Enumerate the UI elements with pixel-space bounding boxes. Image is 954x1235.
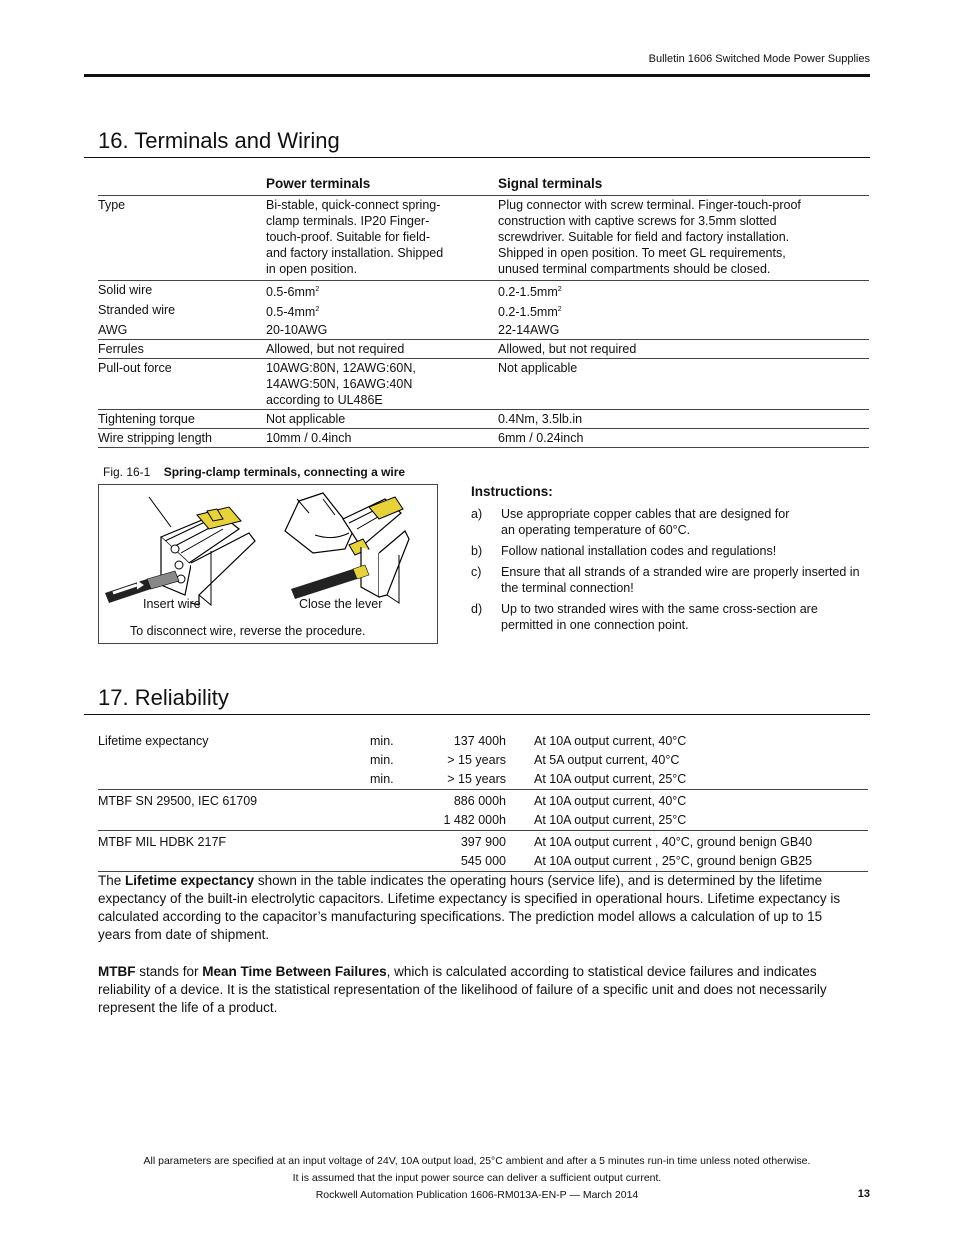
instruction-label: d) [471, 602, 483, 616]
row-label: Pull-out force [98, 361, 172, 376]
reliability-qualifier: min. [370, 753, 394, 767]
cell-line: 10AWG:80N, 12AWG:60N, [266, 361, 416, 376]
reliability-value: > 15 years [447, 772, 506, 786]
reliability-label [98, 811, 370, 831]
figure-box [98, 484, 438, 644]
cell-text: 10mm / 0.4inch [266, 431, 352, 446]
instruction-label: c) [471, 565, 482, 579]
cell-text: 0.5-4mm [266, 305, 316, 320]
cell-text: 0.2-1.5mm [498, 285, 558, 300]
section-16-rule [84, 157, 870, 158]
cell-text: 20-10AWG [266, 323, 328, 338]
instructions-title: Instructions: [471, 484, 553, 499]
cell-text: Allowed, but not required [266, 342, 405, 357]
reliability-condition: At 10A output current , 25°C, ground benign GB25 [534, 854, 813, 868]
signal-value [498, 429, 869, 448]
cell-line: Plug connector with screw terminal. Finger-touch-proof [498, 198, 801, 212]
power-value [266, 410, 498, 429]
insert-wire-label: Insert wire [143, 597, 201, 611]
terminals-row [98, 301, 869, 321]
reliability-row [98, 732, 868, 751]
para2-text-post: , which is calculated according to statistical device failures and indicates reliability of a device. It is the statistical representation of the likelihood of failure of a specific unit and does not necessarily represent the life of a product. [98, 964, 827, 1015]
section-17-rule [84, 714, 870, 715]
cell-line: unused terminal compartments should be closed. [498, 262, 771, 276]
figure-title: Spring-clamp terminals, connecting a wire [163, 465, 406, 479]
reliability-qualifier: min. [370, 734, 394, 748]
power-value [266, 429, 498, 448]
cell-text: 6mm / 0.24inch [498, 431, 584, 446]
reliability-value: 137 400h [453, 734, 506, 748]
reliability-row [98, 770, 868, 790]
running-header: Bulletin 1606 Switched Mode Power Supplies [648, 53, 870, 65]
row-label: Stranded wire [98, 303, 176, 318]
cell-line: touch-proof. Suitable for field- [266, 230, 430, 244]
reliability-value: 886 000h [453, 794, 506, 808]
reliability-label [98, 770, 370, 790]
section-16-title: 16. Terminals and Wiring [98, 128, 340, 153]
signal-value [498, 410, 869, 429]
reliability-table [98, 732, 868, 872]
cell-line: 14AWG:50N, 16AWG:40N [266, 377, 413, 392]
reliability-qualifier [370, 790, 420, 812]
terminals-row [98, 410, 869, 429]
para2-bold-definition: Mean Time Between Failures [202, 964, 387, 979]
signal-value [498, 340, 869, 359]
reliability-label: Lifetime expectancy [98, 734, 209, 748]
power-value [266, 281, 498, 302]
terminals-row [98, 281, 869, 302]
cell-line: clamp terminals. IP20 Finger- [266, 214, 430, 228]
instruction-text: Up to two stranded wires with the same cross-section are permitted in one connection point. [501, 602, 818, 632]
power-value [266, 340, 498, 359]
instruction-text: Use appropriate copper cables that are designed for an operating temperature of 60°C. [501, 507, 790, 537]
insert-wire-drawing [105, 497, 255, 605]
cell-text: 0.2-1.5mm [498, 305, 558, 320]
figure-caption [103, 465, 405, 479]
signal-value [498, 196, 869, 281]
reliability-value: 1 482 000h [443, 813, 506, 827]
row-label: Type [98, 198, 126, 212]
signal-value [498, 359, 869, 410]
instruction-item [471, 506, 871, 538]
row-label: Tightening torque [98, 412, 195, 427]
terminals-row [98, 340, 869, 359]
power-value [266, 301, 498, 321]
reliability-label [98, 751, 370, 770]
cell-line: according to UL486E [266, 393, 383, 408]
footer-publication: Rockwell Automation Publication 1606-RM013A-EN-P — March 2014 [315, 1189, 639, 1201]
reliability-row [98, 831, 868, 853]
reliability-row [98, 751, 868, 770]
instruction-text: Follow national installation codes and regulations! [501, 544, 777, 558]
mtbf-paragraph [98, 963, 858, 1017]
cell-text: 0.5-6mm [266, 285, 316, 300]
cell-line: construction with captive screws for 3.5mm slotted [498, 214, 777, 228]
reliability-row [98, 852, 868, 872]
instruction-item [471, 564, 871, 596]
cell-text: 22-14AWG [498, 323, 560, 338]
reliability-condition: At 10A output current, 40°C [534, 794, 687, 808]
instruction-label: a) [471, 507, 483, 521]
reliability-row [98, 790, 868, 812]
reliability-label: MTBF MIL HDBK 217F [98, 835, 227, 849]
unit-superscript: 2 [557, 306, 562, 314]
reliability-label: MTBF SN 29500, IEC 61709 [98, 794, 258, 808]
header-rule [84, 74, 870, 77]
reliability-row [98, 811, 868, 831]
reliability-condition: At 10A output current, 40°C [534, 734, 687, 748]
reliability-label [98, 852, 370, 872]
cell-line: screwdriver. Suitable for field and factory installation. [498, 230, 790, 244]
col-power-terminals: Power terminals [266, 176, 371, 191]
para2-text-mid: stands for [135, 964, 203, 979]
reliability-value: > 15 years [447, 753, 506, 767]
cell-line: in open position. [266, 262, 358, 276]
cell-text: Not applicable [498, 361, 578, 376]
terminals-row [98, 321, 869, 340]
reliability-qualifier: min. [370, 772, 394, 786]
footer-note-1: All parameters are specified at an input voltage of 24V, 10A output load, 25°C ambient and after a 5 minutes run-in time unless noted otherwise. [143, 1155, 811, 1167]
page-number: 13 [857, 1188, 870, 1200]
signal-value [498, 301, 869, 321]
lifetime-paragraph [98, 872, 858, 944]
cell-text: Not applicable [266, 412, 346, 427]
para1-bold: Lifetime expectancy [125, 873, 255, 888]
instruction-text: Ensure that all strands of a stranded wire are properly inserted in the terminal connection! [501, 565, 860, 595]
close-lever-label: Close the lever [299, 597, 383, 611]
cell-text: Allowed, but not required [498, 342, 637, 357]
reliability-qualifier [370, 831, 420, 853]
instruction-item [471, 601, 871, 633]
power-value [266, 196, 498, 281]
power-value [266, 359, 498, 410]
terminals-table [98, 175, 869, 448]
cell-line: Bi-stable, quick-connect spring- [266, 198, 441, 212]
para1-text-post: shown in the table indicates the operating hours (service life), and is determined by the lifetime expectancy of the built-in electrolytic capacitors. Lifetime expectancy is specified in operational hours. Lifetime expectancy is calculated according to the capacitor’s manufacturing specifications. The prediction model allows a calculation of up to 15 years from date of shipment. [98, 873, 841, 942]
row-label: Wire stripping length [98, 431, 212, 446]
unit-superscript: 2 [315, 286, 320, 293]
terminals-row [98, 359, 869, 410]
spring-clamp-illustration [99, 485, 437, 643]
instruction-item [471, 543, 871, 559]
instructions [471, 484, 871, 638]
cell-text: 0.4Nm, 3.5lb.in [498, 412, 583, 427]
reliability-condition: At 10A output current, 25°C [534, 813, 687, 827]
unit-superscript: 2 [315, 306, 320, 314]
signal-value [498, 281, 869, 302]
row-label: Ferrules [98, 342, 144, 357]
para2-bold-mtbf: MTBF [98, 964, 136, 979]
disconnect-note: To disconnect wire, reverse the procedure. [130, 624, 366, 638]
figure-number: Fig. 16-1 [103, 465, 151, 479]
reliability-qualifier [370, 811, 420, 831]
cell-line: Shipped in open position. To meet GL requirements, [498, 246, 786, 260]
close-lever-drawing [285, 493, 409, 603]
reliability-condition: At 10A output current , 40°C, ground benign GB40 [534, 835, 813, 849]
terminals-row [98, 196, 869, 281]
signal-value [498, 321, 869, 340]
instruction-label: b) [471, 544, 483, 558]
reliability-condition: At 5A output current, 40°C [534, 753, 680, 767]
row-label: Solid wire [98, 283, 153, 297]
power-value [266, 321, 498, 340]
reliability-qualifier [370, 852, 420, 872]
reliability-condition: At 10A output current, 25°C [534, 772, 687, 786]
reliability-value: 545 000 [460, 854, 506, 868]
col-signal-terminals: Signal terminals [498, 176, 603, 191]
terminals-row [98, 429, 869, 448]
row-label: AWG [98, 323, 128, 338]
para1-text-pre: The [98, 873, 126, 888]
unit-superscript: 2 [557, 286, 562, 293]
reliability-value: 397 900 [460, 835, 506, 849]
footer-note-2: It is assumed that the input power source can deliver a sufficient output current. [292, 1172, 662, 1184]
section-17-title: 17. Reliability [98, 685, 229, 710]
instructions-list [471, 506, 871, 633]
cell-line: and factory installation. Shipped [266, 246, 444, 260]
